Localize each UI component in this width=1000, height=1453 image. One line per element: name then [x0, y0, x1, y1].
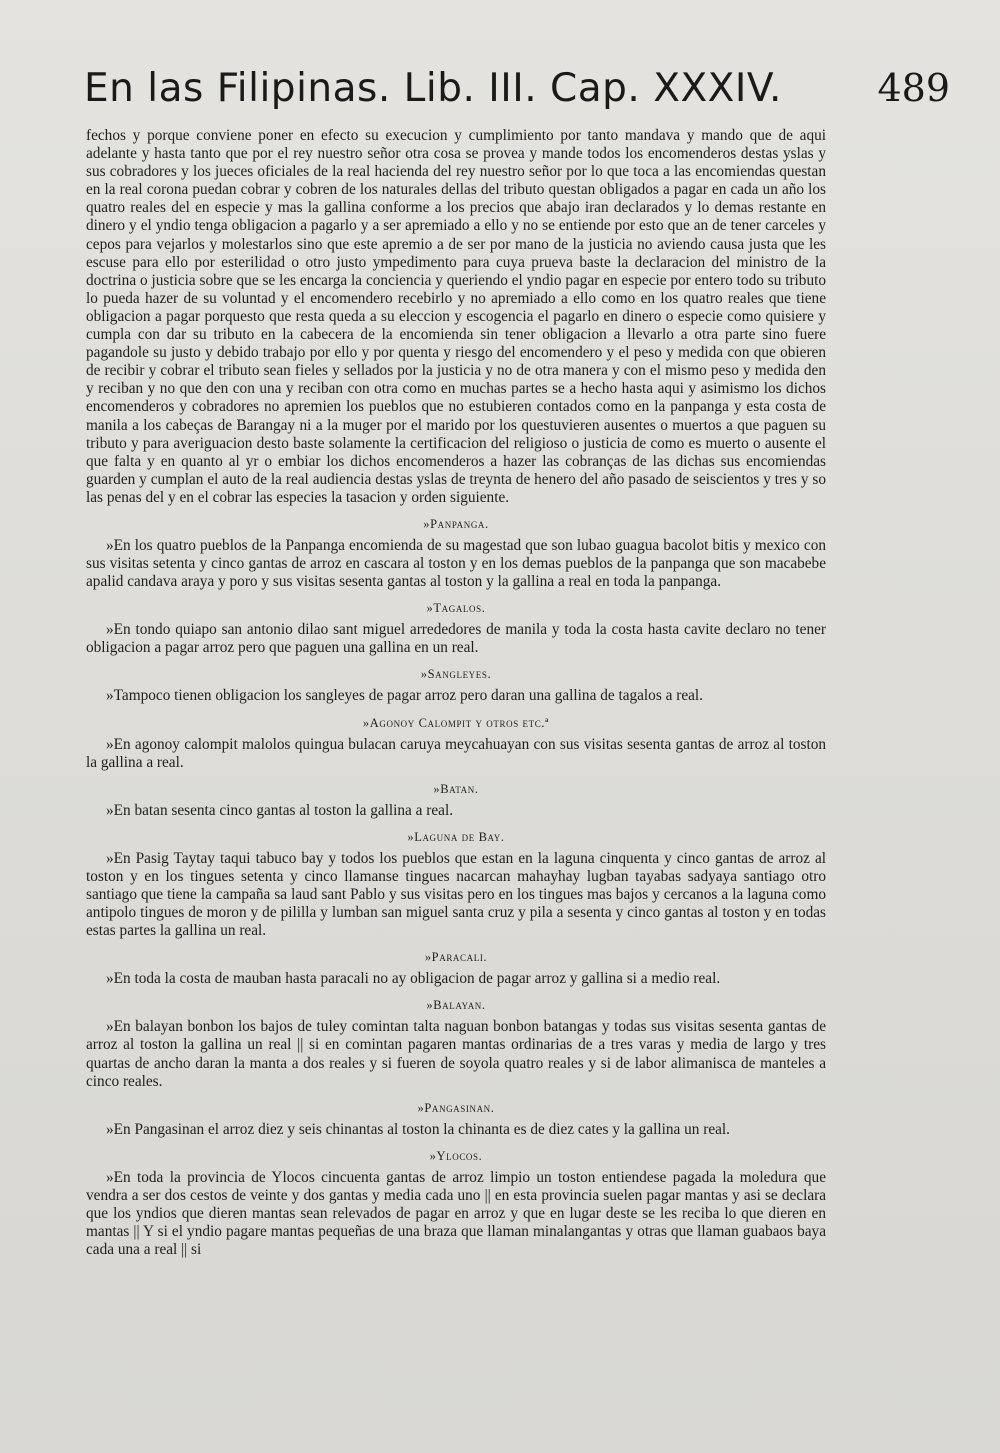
section-balayan [86, 997, 826, 1090]
section-heading: »Tagalos. [426, 601, 486, 616]
intro-paragraph: fechos y porque conviene poner en efecto su execucion y cumplimiento por tanto mandava y mando que de aqui adelante y hasta tanto que por el rey nuestro señor otra cosa se provea y mande todos los encomenderos destas yslas y sus cobradores y los jueces oficiales de la real hacienda del rey nuestro señor por lo que toca a las encomiendas questan en la real corona puedan cobrar y cobren de los naturales dellas del tributo questan obligados a pagar en cada un año los quatro reales del en especie y mas la gallina conforme a los precios que abajo iran declarados y lo demas restante en dinero y el yndio tenga obligacion a pagarlo y a ser apremiado a ello y no se entiende por esto que an de tener carceles y cepos para vejarlos y molestarlos sino que este apremio a de ser por mano de la justicia no aviendo causa justa que les escuse para ello por esterilidad o otro justo ympedimento para cuya prueva baste la declaracion del ministro de la doctrina o justicia sobre que se les encarga la conciencia y queriendo el yndio pagar en especie por entero todo su tributo lo pueda hazer de su voluntad y el encomendero recebirlo y no apremiado a ello como en los quatro reales que tiene obligacion a pagar porquesto que resta queda a su eleccion y escogencia el pagarlo en dinero o especie como quisiere y cumpla con dar su tributo en la cabecera de la encomienda sin tener obligacion a llevarlo a otra parte sino fuere pagandole su justo y debido trabajo por ello y por quenta y riesgo del encomendero y el peso y medida con que obieren de recibir y cobrar el tributo sean fieles y sellados por la justicia y no de otra manera y con el mismo peso y medida den y reciban y no que den con una y reciban con otra como en muchas partes se a hecho hasta aqui y asimismo los dichos encomenderos y cobradores no apremien los pueblos que no estubieren contados como en la panpanga y esta costa de manila a los cabeças de Barangay ni a la muger por el marido por los questuvieren ausentes o muertos a que paguen su tributo y para averiguacion desto baste solamente la certificacion del religioso o justicia de como es muerto o ausente el que falta y en quanto al yr o embiar los dichos encomenderos a hazer las cobranças de las dichas sus encomiendas guarden y cumplan el auto de la real audiencia destas yslas de treynta de henero del año pasado de seiscientos y tres y so las penas del y en el cobrar las especies la tasacion y orden siguiente. [86, 127, 826, 506]
section-heading: »Ylocos. [429, 1148, 483, 1163]
section-agonoy-calompit [86, 715, 826, 772]
section-heading: »Balayan. [426, 998, 486, 1013]
section-heading: »Sangleyes. [420, 667, 492, 682]
section-heading: »Pangasinan. [417, 1100, 495, 1115]
section-paracali [86, 949, 826, 988]
body-text [86, 127, 826, 1259]
section-paragraph: »En batan sesenta cinco gantas al toston la gallina a real. [106, 801, 454, 819]
section-batan [86, 781, 826, 820]
section-panpanga [86, 516, 826, 591]
section-heading: »Paracali. [424, 950, 488, 965]
section-paragraph: »Tampoco tienen obligacion los sangleyes de pagar arroz pero daran una gallina de tagalos a real. [106, 687, 703, 705]
section-paragraph: »En Pasig Taytay taqui tabuco bay y todos los pueblos que estan en la laguna cinquenta y cinco gantas de arroz al toston y en los tingues setenta y cinco llamanse tingues nacarcan mahayhay lugban tayabas sadyaya santiago otro santiago que tiene la campaña sa laud sant Pablo y sus visitas pero en los tingues mas bajos y cercanos a la laguna como antipolo tingues de moron y de pililla y lumban san miguel santa cruz y pila a sesenta y cinco gantas al toston y en todas estas partes la gallina un real. [86, 849, 826, 940]
section-heading: »Agonoy Calompit y otros etc.ª [362, 715, 550, 730]
section-sangleyes [86, 666, 826, 705]
running-head [84, 66, 960, 126]
section-paragraph: »En toda la provincia de Ylocos cincuenta gantas de arroz limpio un toston entiendese pagada la moledura que vendra a ser dos cestos de veinte y dos gantas y media cada uno || en esta provincia suelen pagar mantas y asi se declara que los yndios que dieren mantas sean relevados de pagar en arroz y que en lugar deste se les reciba lo que dieren en mantas || Y si el yndio pagare mantas pequeñas de una braza que llaman minalangantas y otras que llaman guabaos baya cada una a real || si [86, 1168, 826, 1259]
section-ylocos [86, 1148, 826, 1259]
section-paragraph: »En balayan bonbon los bajos de tuley comintan talta naguan bonbon batangas y todas sus visitas sesenta gantas de arroz al toston la gallina un real || si en comintan pagaren mantas ordinarias de a tres varas y media de largo y tres quartas de ancho daran la manta a dos reales y si fueren de soyola quatro reales y si de labor alimanisca de manteles a cinco reales. [86, 1018, 826, 1090]
section-laguna-de-bay [86, 829, 826, 940]
section-paragraph: »En Pangasinan el arroz diez y seis chinantas al toston la chinanta es de diez cates y la gallina un real. [106, 1120, 730, 1138]
section-heading: »Batan. [433, 781, 479, 796]
section-pangasinan [86, 1100, 826, 1139]
section-heading: »Laguna de Bay. [407, 829, 505, 844]
section-paragraph: »En toda la costa de mauban hasta paracali no ay obligacion de pagar arroz y gallina si a medio real. [106, 970, 721, 988]
page-number: 489 [877, 66, 950, 110]
section-paragraph: »En los quatro pueblos de la Panpanga encomienda de su magestad que son lubao guagua bacolot bitis y mexico con sus visitas setenta y cinco gantas de arroz en cascara al toston y en los demas pueblos de la panpanga que son macabebe apalid candava araya y poro y sus visitas sesenta gantas al toston y la gallina a real en toda la panpanga. [86, 536, 826, 591]
section-paragraph: »En tondo quiapo san antonio dilao sant miguel arrededores de manila y toda la costa hasta cavite declaro no tener obligacion a pagar arroz pero que paguen una gallina en un real. [86, 621, 826, 657]
section-tagalos [86, 600, 826, 657]
running-head-title: En las Filipinas. Lib. III. Cap. XXXIV. [84, 66, 782, 111]
section-paragraph: »En agonoy calompit malolos quingua bulacan caruya meycahuayan con sus visitas sesenta gantas de arroz al toston la gallina a real. [86, 735, 826, 771]
section-heading: »Panpanga. [423, 516, 489, 531]
